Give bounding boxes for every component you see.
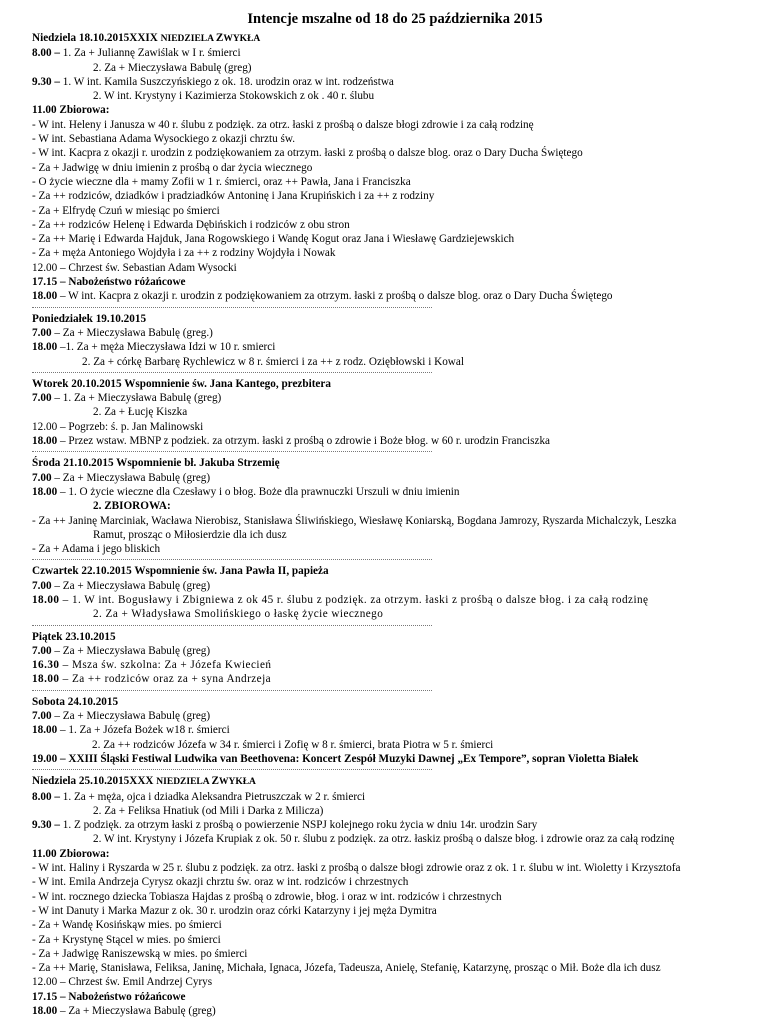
text-run: Środa 21.10.2015 Wspomnienie bł. Jakuba Strzemię xyxy=(32,457,280,470)
text-run: 1. Za + Juliannę Zawiślak w I r. śmierci xyxy=(62,47,241,60)
day-section xyxy=(32,630,758,687)
day-heading xyxy=(32,774,758,789)
day-section xyxy=(32,31,758,304)
day-section xyxy=(32,312,758,369)
intention-line xyxy=(32,961,758,975)
text-run: 7.00 xyxy=(32,644,52,657)
intention-line xyxy=(32,261,758,275)
text-run: Niedziela 18.10.2015XXIX xyxy=(32,32,161,44)
intention-line xyxy=(32,1004,758,1018)
text-run: - W int Danuty i Marka Mazur z ok. 30 r. urodzin oraz córki Katarzyny i jej męża Dymitra xyxy=(32,904,437,917)
text-run: - W int. Haliny i Ryszarda w 25 r. ślubu z podzięk. za otrz. łaski z prośbą o dalsze błogi zdrowie oraz z ok. 1 r. ślubu w int. Wioletty i Krzysztofa xyxy=(32,862,681,875)
text-run: WYKŁA xyxy=(223,34,261,44)
text-run: – Za + Mieczysława Babulę (greg) xyxy=(51,644,211,657)
intention-line xyxy=(32,990,758,1004)
intention-line xyxy=(32,933,758,947)
text-run: 18.00 xyxy=(32,593,60,606)
text-run: 7.00 xyxy=(32,392,52,405)
text-run: – Za + Mieczysława Babulę (greg) xyxy=(51,471,211,484)
text-run: Czwartek 22.10.2015 Wspomnienie św. Jana Pawła II, papieża xyxy=(32,565,329,578)
intention-line xyxy=(32,175,758,189)
day-heading xyxy=(32,630,758,644)
day-section xyxy=(32,456,758,556)
text-run: 8.00 – xyxy=(32,790,63,803)
text-run: 2. W int. Krystyny i Kazimierza Stokowskich z ok . 40 r. ślubu xyxy=(93,90,375,103)
day-heading xyxy=(32,377,758,391)
text-run: 17.15 – Nabożeństwo różańcowe xyxy=(32,990,186,1003)
text-run: – Przez wstaw. MBNP z podziek. za otrzym. łaski z prośbą o zdrowie i Boże błog. w 60 r. urodzin Franciszka xyxy=(57,435,551,448)
text-run: 16.30 xyxy=(32,659,60,672)
text-run: 1. W int. Kamila Suszczyńskiego z ok. 18. urodzin oraz w int. rodzeństwa xyxy=(62,75,394,88)
intention-line xyxy=(32,644,758,658)
text-run: – Za + Mieczysława Babulę (greg) xyxy=(51,579,211,592)
text-run: 2. Za ++ rodziców Józefa w 34 r. śmierci i Zofię w 8 r. śmierci, brata Piotra w 5 r. śmierci xyxy=(92,738,494,751)
text-run: – Za ++ rodziców oraz za + syna Andrzeja xyxy=(59,673,272,686)
intention-line xyxy=(32,355,758,369)
text-run: 2. Za + Feliksa Hnatiuk (od Mili i Darka z Milicza) xyxy=(93,804,324,817)
intention-line xyxy=(32,918,758,932)
day-section xyxy=(32,774,758,1018)
intention-line xyxy=(32,861,758,875)
text-run: - Za + Krystynę Stącel w mies. po śmierci xyxy=(32,933,221,946)
text-run: 18.00 xyxy=(32,485,58,498)
text-run: 7.00 xyxy=(32,471,52,484)
intention-line xyxy=(32,593,758,607)
text-run: - W int. Emila Andrzeja Cyrysz okazji chrztu św. oraz w int. rodziców i chrzestnych xyxy=(32,876,409,889)
day-heading xyxy=(32,31,758,46)
day-heading xyxy=(32,564,758,578)
intention-line xyxy=(32,528,758,542)
text-run: Wtorek 20.10.2015 Wspomnienie św. Jana Kantego, prezbitera xyxy=(32,377,331,390)
text-run: Ramut, prosząc o Miłosierdzie dla ich dusz xyxy=(93,528,287,541)
text-run: – Za + Mieczysława Babulę (greg) xyxy=(51,710,211,723)
intention-line xyxy=(32,146,758,160)
intention-line xyxy=(32,738,758,752)
intention-line xyxy=(32,514,758,528)
intention-line xyxy=(32,904,758,918)
text-run: - Za + Jadwigę w dniu imienin z prośbą o dar życia wiecznego xyxy=(32,161,313,174)
text-run: Niedziela 25.10.2015XXX xyxy=(32,775,157,788)
intention-line xyxy=(32,790,758,804)
text-run: 2. Za + Łucję Kiszka xyxy=(93,406,188,419)
intention-line xyxy=(32,607,758,621)
text-run: Z xyxy=(211,775,219,788)
text-run: 1. Z podzięk. za otrzym łaski z prośbą o powierzenie NSPJ kolejnego roku życia w dniu 14r. urodzin Sary xyxy=(62,819,538,832)
intention-line xyxy=(32,752,758,766)
section-separator xyxy=(32,307,432,309)
text-run: 1. Za + męża, ojca i dziadka Aleksandra Pietruszczak w 2 r. śmierci xyxy=(62,790,366,803)
text-run: Piątek 23.10.2015 xyxy=(32,630,116,643)
intention-line xyxy=(32,61,758,75)
text-run: - Za + męża Antoniego Wojdyła i za ++ z rodziny Wojdyła i Nowak xyxy=(32,247,336,260)
intention-line xyxy=(32,499,758,513)
page-title: Intencje mszalne od 18 do 25 października 2015 xyxy=(247,11,543,27)
section-separator xyxy=(32,625,432,627)
intention-line xyxy=(32,420,758,434)
intention-line xyxy=(32,975,758,989)
intention-line xyxy=(32,246,758,260)
text-run: 19.00 – XXIII Śląski Festiwal Ludwika van Beethovena: Koncert Zespół Muzyki Dawnej „Ex Tempore”, sopran Violetta Białek xyxy=(32,752,639,765)
text-run: - Za + Wandę Kosińskąw mies. po śmierci xyxy=(32,919,222,932)
intention-line xyxy=(32,232,758,246)
text-run: 9.30 – xyxy=(32,819,63,832)
intention-line xyxy=(32,890,758,904)
intention-line xyxy=(32,118,758,132)
text-run: - Za + Elfrydę Czuń w miesiąc po śmierci xyxy=(32,204,220,217)
intention-line xyxy=(32,672,758,686)
text-run: 7.00 xyxy=(32,579,52,592)
text-run: - Za ++ rodziców, dziadków i pradziadków Antoninę i Jana Krupińskich i za ++ z rodziny xyxy=(32,190,435,203)
section-separator xyxy=(32,769,432,771)
day-heading xyxy=(32,695,758,709)
text-run: 18.00 xyxy=(32,1005,58,1017)
text-run: 7.00 xyxy=(32,710,52,723)
text-run: 8.00 – xyxy=(32,47,63,60)
text-run: - Za ++ Marię, Stanisława, Feliksa, Janinę, Michała, Ignaca, Józefa, Tadeusza, Anielę, Stefanię, Katarzynę, prosząc o Mił. Boże dla ich dusz xyxy=(32,962,661,975)
text-run: –1. Za + męża Mieczysława Idzi w 10 r. smierci xyxy=(57,341,276,354)
day-section xyxy=(32,377,758,448)
text-run: 12.00 – Chrzest św. Sebastian Adam Wysocki xyxy=(32,261,237,274)
intention-line xyxy=(32,275,758,289)
text-run: Z xyxy=(215,32,224,44)
intention-line xyxy=(32,847,758,861)
intention-line xyxy=(32,289,758,303)
text-run: – Msza św. szkolna: Za + Józefa Kwiecień xyxy=(59,659,272,672)
text-run: – 1. Za + Józefa Bożek w18 r. śmierci xyxy=(57,724,230,737)
text-run: 18.00 xyxy=(32,341,58,354)
text-run: - W int. Heleny i Janusza w 40 r. ślubu z podzięk. za otrz. łaski z prośbą o dalsze błogi zdrowie i za całą rodzinę xyxy=(32,118,534,131)
intention-line xyxy=(32,947,758,961)
text-run: 2. Za + Władysława Smolińskiego o łaskę życie wiecznego xyxy=(93,608,384,621)
text-run: – Za + Mieczysława Babulę (greg) xyxy=(57,1005,216,1017)
text-run: NIEDZIELA xyxy=(156,777,212,788)
day-heading xyxy=(32,312,758,326)
day-section xyxy=(32,695,758,766)
intention-line xyxy=(32,875,758,889)
text-run: 7.00 xyxy=(32,326,52,339)
intention-line xyxy=(32,709,758,723)
intention-line xyxy=(32,485,758,499)
intention-line xyxy=(32,471,758,485)
text-run: 12.00 – Chrzest św. Emil Andrzej Cyrys xyxy=(32,976,213,989)
text-run: 12.00 – Pogrzeb: ś. p. Jan Malinowski xyxy=(32,420,204,433)
day-heading xyxy=(32,456,758,470)
text-run: - Za + Adama i jego bliskich xyxy=(32,543,161,556)
text-run: – 1. Za + Mieczysława Babulę (greg) xyxy=(51,392,222,405)
intention-line xyxy=(32,161,758,175)
intention-line xyxy=(32,132,758,146)
text-run: – W int. Kacpra z okazji r. urodzin z podziękowaniem za otrzym. łaski z prośbą o dalsze blog. oraz o Dary Ducha Świętego xyxy=(57,290,613,303)
text-run: 17.15 – Nabożeństwo różańcowe xyxy=(32,276,186,289)
text-run: WYKŁA xyxy=(218,777,256,788)
text-run: 2. ZBIOROWA: xyxy=(93,500,171,513)
intention-line xyxy=(32,103,758,117)
text-run: - O życie wieczne dla + mamy Zofii w 1 r. śmierci, oraz ++ Pawła, Jana i Franciszka xyxy=(32,175,411,188)
text-run: 9.30 – xyxy=(32,75,63,88)
text-run: - Za ++ rodziców Helenę i Edwarda Dębińskich i rodziców z obu stron xyxy=(32,218,350,231)
text-run: 2. W int. Krystyny i Józefa Krupiak z ok. 50 r. ślubu z podzięk. za otrz. łaskiz prośbą o dalsze błog. i zdrowie oraz za całą rodzinę xyxy=(93,833,675,846)
text-run: – 1. W int. Bogusławy i Zbigniewa z ok 45 r. ślubu z podzięk. za otrzym. łaski z prośbą o dalsze błog. i za całą rodzinę xyxy=(59,593,649,606)
intention-line xyxy=(32,189,758,203)
text-run: 11.00 Zbiorowa: xyxy=(32,847,110,860)
text-run: Sobota 24.10.2015 xyxy=(32,695,119,708)
text-run: NIEDZIELA xyxy=(160,34,216,44)
intention-line xyxy=(32,832,758,846)
section-separator xyxy=(32,372,432,374)
section-separator xyxy=(32,559,432,561)
intention-line xyxy=(32,542,758,556)
intention-line xyxy=(32,391,758,405)
intention-line xyxy=(32,218,758,232)
intention-line xyxy=(32,46,758,60)
text-run: - W int. rocznego dziecka Tobiasza Hajdas z prośbą o zdrowie, błog. i oraz w int. rodziców i chrzestnych xyxy=(32,890,502,903)
text-run: - Za + Jadwigę Raniszewską w mies. po śmierci xyxy=(32,947,248,960)
intention-line xyxy=(32,434,758,448)
intention-line xyxy=(32,326,758,340)
section-separator xyxy=(32,451,432,453)
text-run: 18.00 xyxy=(32,435,58,448)
text-run: - Za ++ Janinę Marciniak, Wacława Nierobisz, Stanisława Śliwińskiego, Wiesławę Koniarską, Bogdana Jamrozy, Ryszarda Michalczyk, Leszka xyxy=(32,514,677,527)
intention-line xyxy=(32,405,758,419)
text-run: 11.00 Zbiorowa: xyxy=(32,104,110,117)
text-run: 18.00 xyxy=(32,724,58,737)
intention-line xyxy=(32,75,758,89)
text-run: – Za + Mieczysława Babulę (greg.) xyxy=(51,326,213,339)
intentions-list xyxy=(32,31,758,1018)
text-run: – 1. O życie wieczne dla Czesławy i o błog. Boże dla prawnuczki Urszuli w dniu imienin xyxy=(57,485,460,498)
intention-line xyxy=(32,658,758,672)
intention-line xyxy=(32,89,758,103)
text-run: - W int. Sebastiana Adama Wysockiego z okazji chrztu św. xyxy=(32,133,295,146)
text-run: - Za ++ Marię i Edwarda Hajduk, Jana Rogowskiego i Wandę Kogut oraz Jana i Wiesławę Gardziejewskich xyxy=(32,233,515,246)
text-run: - W int. Kacpra z okazji r. urodzin z podziękowaniem za otrzym. łaski z prośbą o dalsze blog. oraz o Dary Ducha Świętego xyxy=(32,147,583,160)
intention-line xyxy=(32,818,758,832)
text-run: 18.00 xyxy=(32,673,60,686)
intention-line xyxy=(32,340,758,354)
day-section xyxy=(32,564,758,621)
intention-line xyxy=(32,579,758,593)
section-separator xyxy=(32,690,432,692)
intention-line xyxy=(32,723,758,737)
text-run: Poniedziałek 19.10.2015 xyxy=(32,312,147,325)
text-run: 2. Za + Mieczysława Babulę (greg) xyxy=(93,61,252,74)
text-run: 2. Za + córkę Barbarę Rychlewicz w 8 r. śmierci i za ++ z rodz. Oziębłowski i Kowal xyxy=(82,355,464,368)
intention-line xyxy=(32,204,758,218)
intention-line xyxy=(32,804,758,818)
text-run: 18.00 xyxy=(32,290,58,303)
